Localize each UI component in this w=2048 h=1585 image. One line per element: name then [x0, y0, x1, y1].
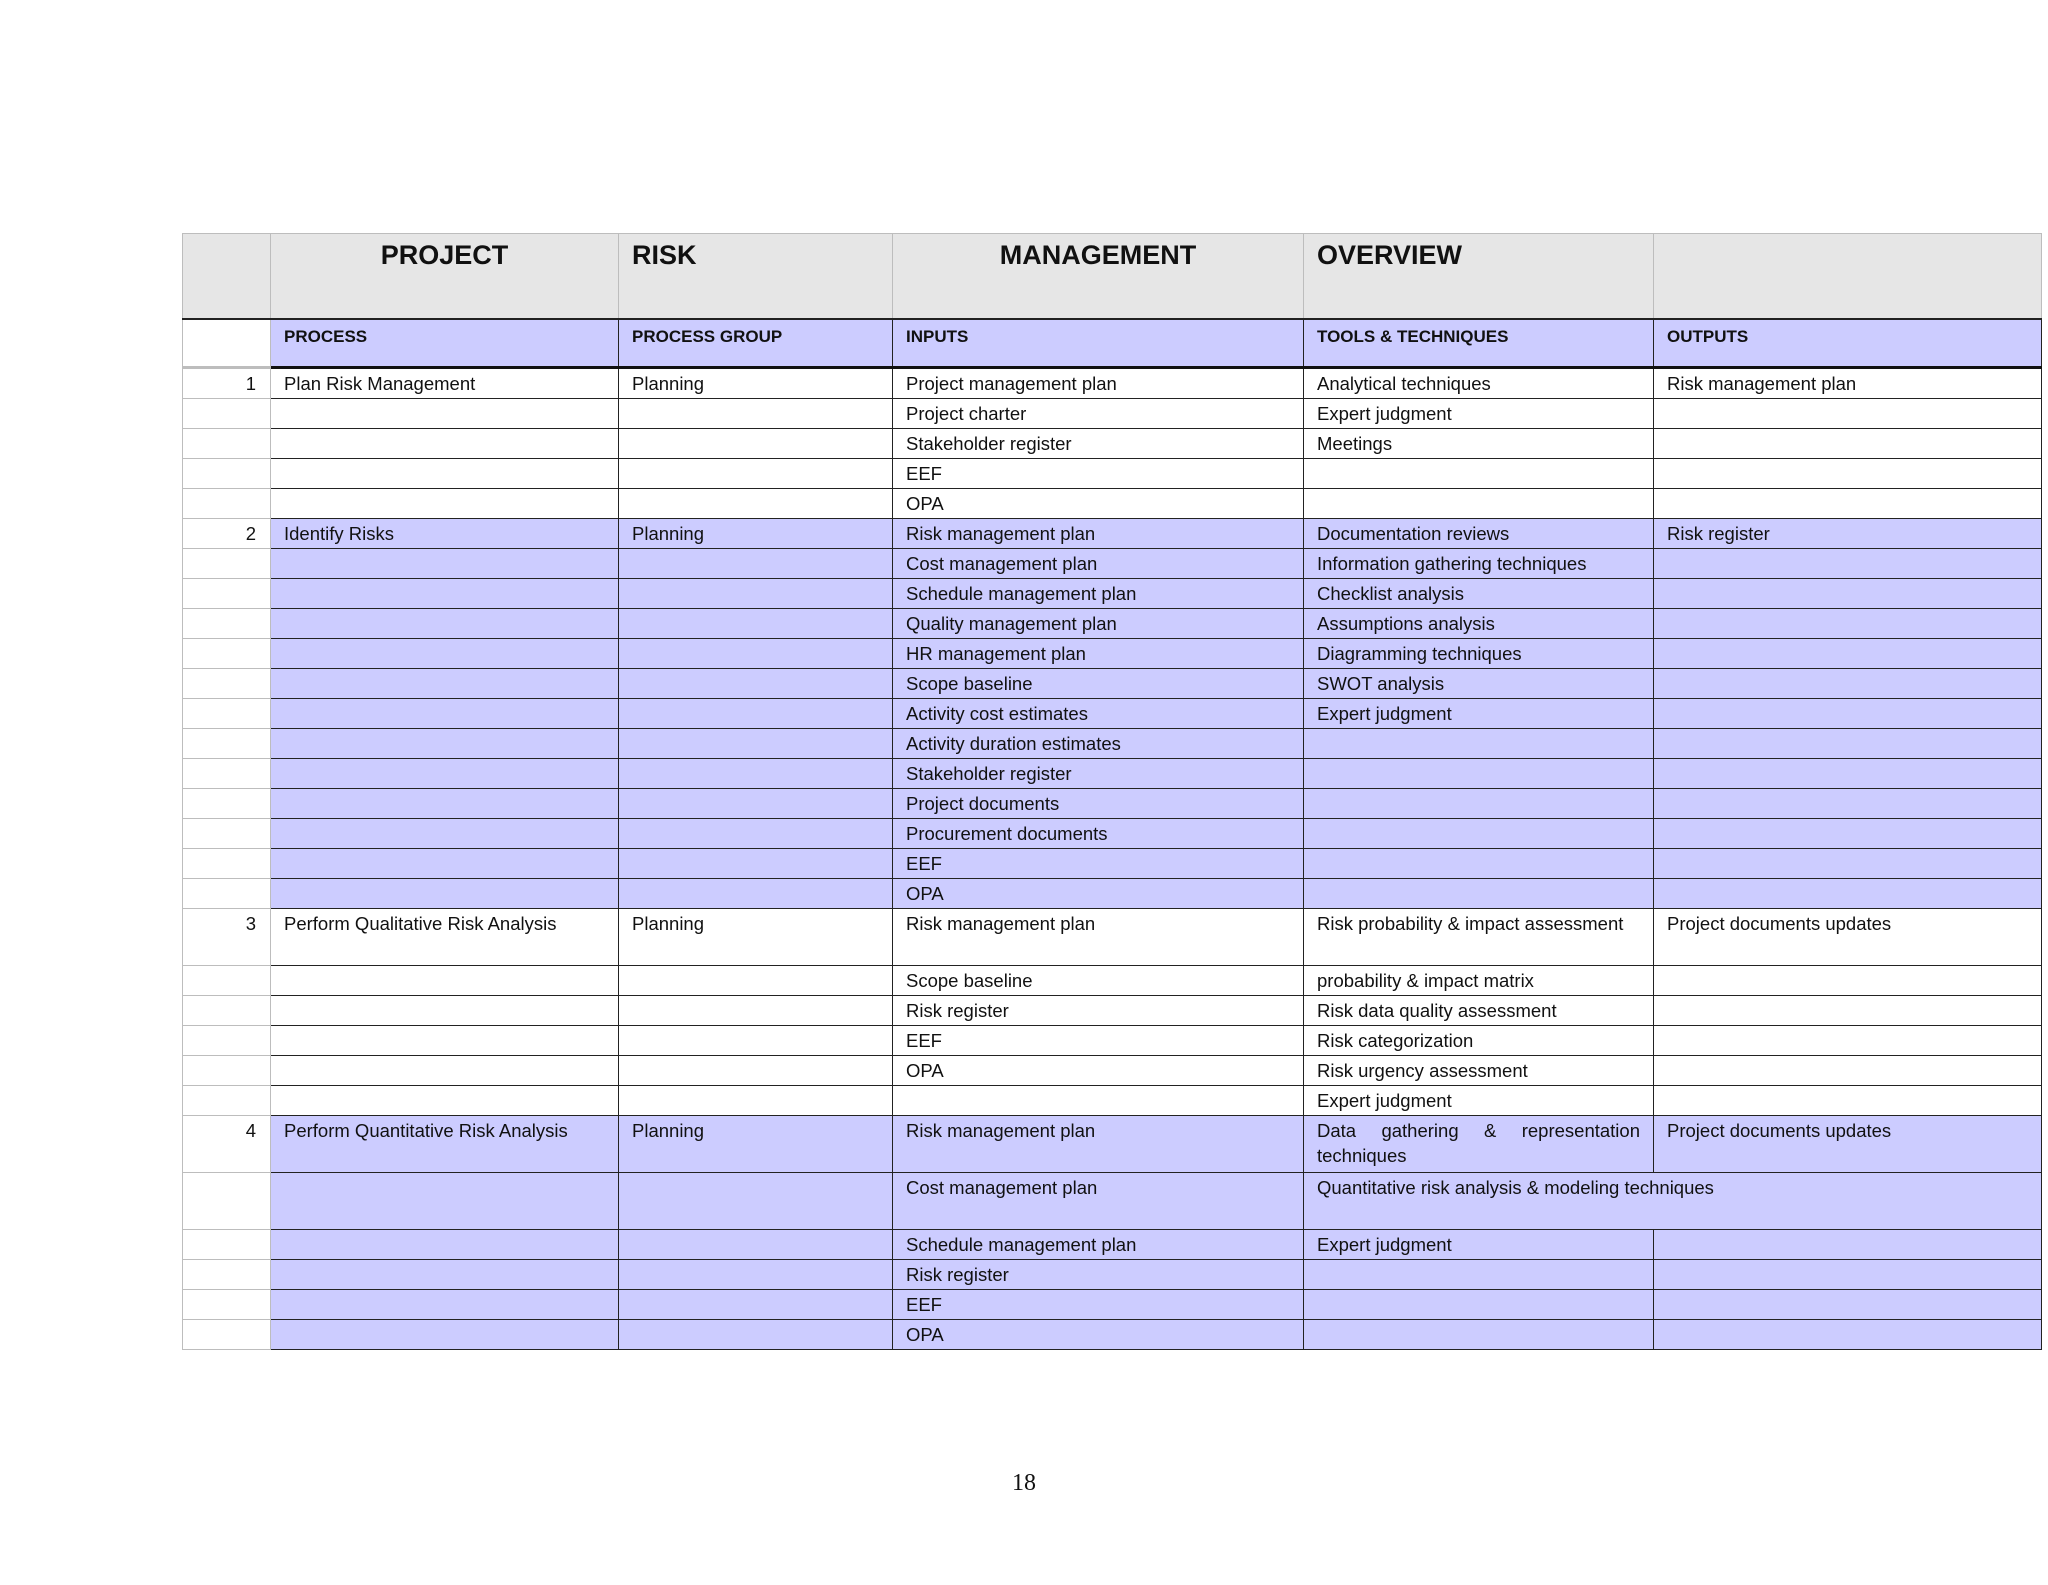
process-cell [271, 729, 619, 759]
tool-cell: Expert judgment [1304, 1086, 1654, 1116]
process-cell [271, 789, 619, 819]
table-row [183, 789, 2042, 819]
process-cell: Plan Risk Management [271, 368, 619, 399]
row-number-cell [183, 399, 271, 429]
process-group-cell [619, 1290, 893, 1320]
header-process-group: PROCESS GROUP [619, 319, 893, 368]
process-cell [271, 759, 619, 789]
output-cell [1654, 966, 2042, 996]
process-group-cell [619, 759, 893, 789]
output-cell [1654, 399, 2042, 429]
process-group-cell [619, 639, 893, 669]
title-blank-cell [1654, 234, 2042, 320]
table-row [183, 368, 2042, 399]
title-word-project: PROJECT [271, 234, 619, 320]
row-number-cell [183, 849, 271, 879]
output-cell [1654, 639, 2042, 669]
row-number-cell: 4 [183, 1116, 271, 1173]
row-number-cell [183, 996, 271, 1026]
table-row [183, 909, 2042, 966]
row-number-cell: 3 [183, 909, 271, 966]
row-number-cell [183, 966, 271, 996]
tool-cell [1304, 759, 1654, 789]
process-group-cell [619, 459, 893, 489]
input-cell: Schedule management plan [893, 579, 1304, 609]
input-cell: Activity cost estimates [893, 699, 1304, 729]
output-cell [1654, 789, 2042, 819]
input-cell: EEF [893, 459, 1304, 489]
tool-cell [1304, 1260, 1654, 1290]
table-row [183, 849, 2042, 879]
input-cell: OPA [893, 489, 1304, 519]
process-group-cell [619, 879, 893, 909]
output-cell [1654, 609, 2042, 639]
header-inputs: INPUTS [893, 319, 1304, 368]
input-cell: Risk management plan [893, 1116, 1304, 1173]
row-number-cell [183, 549, 271, 579]
tool-cell: SWOT analysis [1304, 669, 1654, 699]
input-cell: HR management plan [893, 639, 1304, 669]
output-cell: Project documents updates [1654, 909, 2042, 966]
process-cell [271, 996, 619, 1026]
row-number-cell [183, 699, 271, 729]
input-cell: Risk register [893, 996, 1304, 1026]
output-cell: Project documents updates [1654, 1116, 2042, 1173]
table-row [183, 489, 2042, 519]
process-group-cell: Planning [619, 519, 893, 549]
input-cell: EEF [893, 1290, 1304, 1320]
process-group-cell: Planning [619, 368, 893, 399]
tool-cell: Checklist analysis [1304, 579, 1654, 609]
output-cell [1654, 759, 2042, 789]
output-cell [1654, 459, 2042, 489]
output-cell [1654, 729, 2042, 759]
tool-cell: Risk data quality assessment [1304, 996, 1654, 1026]
output-cell [1654, 1260, 2042, 1290]
process-cell [271, 1086, 619, 1116]
input-cell: Procurement documents [893, 819, 1304, 849]
process-cell [271, 849, 619, 879]
title-word-overview: OVERVIEW [1304, 234, 1654, 320]
input-cell: EEF [893, 849, 1304, 879]
input-cell: Cost management plan [893, 1173, 1304, 1230]
process-cell [271, 966, 619, 996]
tool-cell [1304, 849, 1654, 879]
row-number-cell [183, 879, 271, 909]
row-number-cell [183, 1086, 271, 1116]
process-cell [271, 489, 619, 519]
tool-cell: Quantitative risk analysis & modeling techniques [1304, 1173, 2042, 1230]
output-cell [1654, 1290, 2042, 1320]
tool-cell: Risk probability & impact assessment [1304, 909, 1654, 966]
tool-cell: Meetings [1304, 429, 1654, 459]
table-row [183, 1086, 2042, 1116]
table-row [183, 996, 2042, 1026]
tool-cell: Expert judgment [1304, 399, 1654, 429]
process-group-cell [619, 729, 893, 759]
table-row [183, 549, 2042, 579]
process-cell [271, 819, 619, 849]
table-row [183, 1173, 2042, 1230]
row-number-cell [183, 1290, 271, 1320]
process-group-cell [619, 849, 893, 879]
tool-cell: Expert judgment [1304, 1230, 1654, 1260]
process-cell [271, 399, 619, 429]
process-group-cell [619, 699, 893, 729]
tool-cell: Diagramming techniques [1304, 639, 1654, 669]
table-row [183, 759, 2042, 789]
table-row [183, 1260, 2042, 1290]
row-number-cell [183, 579, 271, 609]
tool-cell [1304, 1320, 1654, 1350]
header-corner-cell [183, 319, 271, 368]
table-row [183, 1116, 2042, 1173]
process-cell: Identify Risks [271, 519, 619, 549]
process-group-cell: Planning [619, 909, 893, 966]
output-cell [1654, 579, 2042, 609]
process-cell: Perform Quantitative Risk Analysis [271, 1116, 619, 1173]
process-cell [271, 429, 619, 459]
row-number-cell [183, 459, 271, 489]
table-row [183, 609, 2042, 639]
tool-cell: probability & impact matrix [1304, 966, 1654, 996]
title-row [183, 234, 2042, 320]
process-cell [271, 879, 619, 909]
risk-management-table [182, 233, 2042, 1350]
process-group-cell [619, 966, 893, 996]
input-cell: Risk register [893, 1260, 1304, 1290]
row-number-cell [183, 1173, 271, 1230]
output-cell [1654, 849, 2042, 879]
title-corner-cell [183, 234, 271, 320]
process-group-cell [619, 1260, 893, 1290]
process-cell [271, 1230, 619, 1260]
title-word-risk: RISK [619, 234, 893, 320]
tool-cell: Risk categorization [1304, 1026, 1654, 1056]
process-group-cell [619, 1173, 893, 1230]
input-cell: Project management plan [893, 368, 1304, 399]
row-number-cell [183, 1056, 271, 1086]
process-group-cell [619, 789, 893, 819]
output-cell [1654, 819, 2042, 849]
header-process: PROCESS [271, 319, 619, 368]
table-row [183, 1290, 2042, 1320]
tool-cell [1304, 819, 1654, 849]
output-cell [1654, 1086, 2042, 1116]
row-number-cell [183, 669, 271, 699]
input-cell: Stakeholder register [893, 759, 1304, 789]
tool-cell [1304, 459, 1654, 489]
process-cell [271, 1026, 619, 1056]
row-number-cell [183, 1026, 271, 1056]
table-row [183, 1230, 2042, 1260]
row-number-cell [183, 429, 271, 459]
process-cell [271, 699, 619, 729]
table-row [183, 1320, 2042, 1350]
process-group-cell [619, 819, 893, 849]
input-cell: Activity duration estimates [893, 729, 1304, 759]
header-row [183, 319, 2042, 368]
table-row [183, 639, 2042, 669]
title-word-management: MANAGEMENT [893, 234, 1304, 320]
tool-cell: Assumptions analysis [1304, 609, 1654, 639]
input-cell: OPA [893, 1320, 1304, 1350]
process-group-cell [619, 1056, 893, 1086]
process-group-cell [619, 609, 893, 639]
table-row [183, 879, 2042, 909]
process-cell: Perform Qualitative Risk Analysis [271, 909, 619, 966]
tool-cell [1304, 489, 1654, 519]
tool-cell [1304, 789, 1654, 819]
process-cell [271, 1290, 619, 1320]
row-number-cell [183, 1320, 271, 1350]
input-cell: Cost management plan [893, 549, 1304, 579]
output-cell [1654, 1056, 2042, 1086]
process-group-cell [619, 1026, 893, 1056]
row-number-cell [183, 1230, 271, 1260]
output-cell [1654, 1230, 2042, 1260]
table-row [183, 459, 2042, 489]
header-tools-techniques: TOOLS & TECHNIQUES [1304, 319, 1654, 368]
row-number-cell [183, 819, 271, 849]
process-cell [271, 1173, 619, 1230]
input-cell: OPA [893, 1056, 1304, 1086]
output-cell [1654, 1026, 2042, 1056]
table-row [183, 1026, 2042, 1056]
process-group-cell [619, 489, 893, 519]
tool-cell: Analytical techniques [1304, 368, 1654, 399]
input-cell: Quality management plan [893, 609, 1304, 639]
input-cell: OPA [893, 879, 1304, 909]
row-number-cell [183, 789, 271, 819]
table-row [183, 399, 2042, 429]
row-number-cell [183, 609, 271, 639]
row-number-cell: 2 [183, 519, 271, 549]
process-cell [271, 459, 619, 489]
output-cell: Risk management plan [1654, 368, 2042, 399]
output-cell [1654, 429, 2042, 459]
input-cell: Project documents [893, 789, 1304, 819]
output-cell: Risk register [1654, 519, 2042, 549]
output-cell [1654, 489, 2042, 519]
process-group-cell [619, 399, 893, 429]
table-row [183, 819, 2042, 849]
input-cell [893, 1086, 1304, 1116]
table-row [183, 966, 2042, 996]
table-row [183, 519, 2042, 549]
process-group-cell [619, 429, 893, 459]
output-cell [1654, 879, 2042, 909]
process-cell [271, 669, 619, 699]
header-outputs: OUTPUTS [1654, 319, 2042, 368]
process-cell [271, 609, 619, 639]
tool-cell: Documentation reviews [1304, 519, 1654, 549]
tool-cell [1304, 729, 1654, 759]
process-cell [271, 549, 619, 579]
tool-cell [1304, 1290, 1654, 1320]
table-row [183, 579, 2042, 609]
output-cell [1654, 1320, 2042, 1350]
tool-cell: Data gathering & representation techniques [1304, 1116, 1654, 1173]
process-group-cell [619, 579, 893, 609]
tool-cell: Information gathering techniques [1304, 549, 1654, 579]
input-cell: Scope baseline [893, 966, 1304, 996]
table-row [183, 669, 2042, 699]
output-cell [1654, 669, 2042, 699]
input-cell: EEF [893, 1026, 1304, 1056]
output-cell [1654, 699, 2042, 729]
row-number-cell [183, 1260, 271, 1290]
process-group-cell [619, 669, 893, 699]
process-cell [271, 579, 619, 609]
process-group-cell [619, 1320, 893, 1350]
table-row [183, 729, 2042, 759]
row-number-cell [183, 729, 271, 759]
process-group-cell [619, 1086, 893, 1116]
process-group-cell [619, 1230, 893, 1260]
input-cell: Schedule management plan [893, 1230, 1304, 1260]
input-cell: Risk management plan [893, 909, 1304, 966]
output-cell [1654, 549, 2042, 579]
input-cell: Scope baseline [893, 669, 1304, 699]
input-cell: Project charter [893, 399, 1304, 429]
process-cell [271, 639, 619, 669]
process-cell [271, 1260, 619, 1290]
output-cell [1654, 996, 2042, 1026]
process-group-cell: Planning [619, 1116, 893, 1173]
process-cell [271, 1320, 619, 1350]
process-group-cell [619, 549, 893, 579]
table-row [183, 699, 2042, 729]
tool-cell: Expert judgment [1304, 699, 1654, 729]
tool-cell [1304, 879, 1654, 909]
page-number: 18 [1012, 1470, 1036, 1496]
row-number-cell: 1 [183, 368, 271, 399]
tool-cell: Risk urgency assessment [1304, 1056, 1654, 1086]
row-number-cell [183, 489, 271, 519]
table-row [183, 1056, 2042, 1086]
row-number-cell [183, 639, 271, 669]
process-group-cell [619, 996, 893, 1026]
input-cell: Stakeholder register [893, 429, 1304, 459]
table-row [183, 429, 2042, 459]
input-cell: Risk management plan [893, 519, 1304, 549]
row-number-cell [183, 759, 271, 789]
process-cell [271, 1056, 619, 1086]
